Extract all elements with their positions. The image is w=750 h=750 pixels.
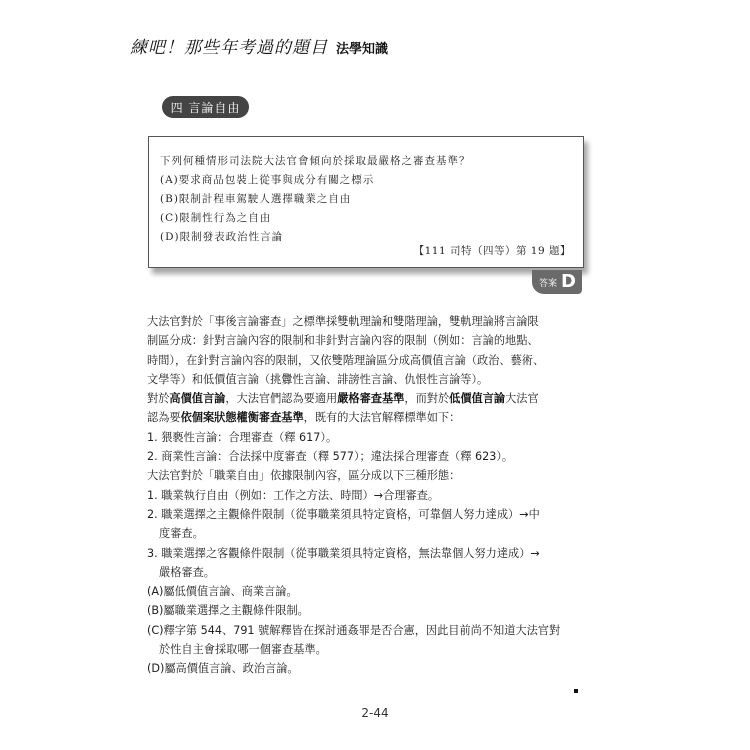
- bold-term: 高價值言論: [169, 392, 226, 406]
- explanation-item: 大法官對於「職業自由」依據限制內容，區分成以下三種形態：: [147, 469, 461, 483]
- bold-term: 依個案狀態權衡審查基準: [180, 411, 304, 425]
- explanation: [147, 312, 587, 679]
- bold-term: 低價值言論: [449, 392, 506, 406]
- explanation-item-continued: 嚴格審查。: [159, 565, 215, 579]
- header-subject: 法學知識: [336, 42, 389, 57]
- question-option-c: (C)限制性行為之自由: [160, 212, 272, 224]
- explanation-option-note: (A)屬低價值言論、商業言論。: [147, 585, 298, 599]
- explanation-line: 時間），在針對言論內容的限制，又依雙階理論區分成高價值言論（政治、藝術、: [147, 353, 545, 367]
- answer-label: 答案: [539, 279, 558, 289]
- text-span: 大法官: [505, 392, 539, 406]
- explanation-item: 1. 職業執行自由（例如：工作之方法、時間）→合理審查。: [147, 488, 440, 502]
- explanation-option-note: (D)屬高價值言論、政治言論。: [147, 662, 299, 676]
- explanation-line: [147, 408, 587, 427]
- page-header: [130, 33, 388, 58]
- question-option-b: (B)限制計程車駕駛人選擇職業之自由: [160, 193, 352, 205]
- text-span: 認為要: [147, 411, 181, 425]
- explanation-item: 2. 職業選擇之主觀條件限制（從事職業須具特定資格，可靠個人努力達成）→中: [147, 507, 540, 521]
- explanation-item: 3. 職業選擇之客觀條件限制（從事職業須具特定資格，無法靠個人努力達成）→: [147, 546, 540, 560]
- question-option-a: (A)要求商品包裝上從事與成分有關之標示: [160, 174, 375, 186]
- answer-value: D: [561, 271, 576, 292]
- bold-term: 嚴格審查基準: [337, 392, 405, 406]
- explanation-line: 大法官對於「事後言論審查」之標準採雙軌理論和雙階理論，雙軌理論將言論限: [147, 315, 539, 328]
- text-span: ，而對於: [404, 392, 450, 406]
- explanation-option-note: (C)釋字第 544、791 號解釋皆在探討通姦罪是否合憲，因此目前尚不知道大法官對: [147, 623, 561, 637]
- text-span: ，既有的大法官解釋標準如下：: [303, 411, 461, 425]
- end-marker: [574, 689, 578, 693]
- text-span: 對於: [147, 392, 170, 406]
- question-source: 【111 司特（四等）第 19 題】: [413, 245, 571, 257]
- explanation-line: 文學等）和低價值言論（挑釁性言論、誹謗性言論、仇恨性言論等）。: [147, 372, 489, 386]
- text-span: ，大法官們認為要適用: [225, 392, 338, 406]
- explanation-item-continued: 度審查。: [159, 527, 204, 541]
- section-tag: 四 言論自由: [162, 96, 249, 118]
- explanation-option-note: (B)屬職業選擇之主觀條件限制。: [147, 604, 309, 618]
- question-option-d: (D)限制發表政治性言論: [160, 231, 284, 243]
- explanation-line: 制區分成：針對言論內容的限制和非針對言論內容的限制（例如：言論的地點、: [147, 334, 539, 348]
- page-number: 2-44: [361, 706, 389, 720]
- question-stem: 下列何種情形司法院大法官會傾向於採取最嚴格之審查基準？: [160, 155, 471, 167]
- explanation-option-note-continued: 於性自主會採取哪一個審查基準。: [159, 643, 327, 657]
- explanation-item: 2. 商業性言論：合法採中度審查（釋 577）；違法採合理審查（釋 623）。: [147, 450, 514, 464]
- explanation-item: 1. 猥褻性言論：合理審查（釋 617）。: [147, 430, 338, 444]
- explanation-line: [147, 389, 587, 408]
- answer-tab: [532, 270, 582, 294]
- header-script-title: 練吧！那些年考過的題目: [130, 38, 328, 58]
- question-box: [148, 136, 584, 268]
